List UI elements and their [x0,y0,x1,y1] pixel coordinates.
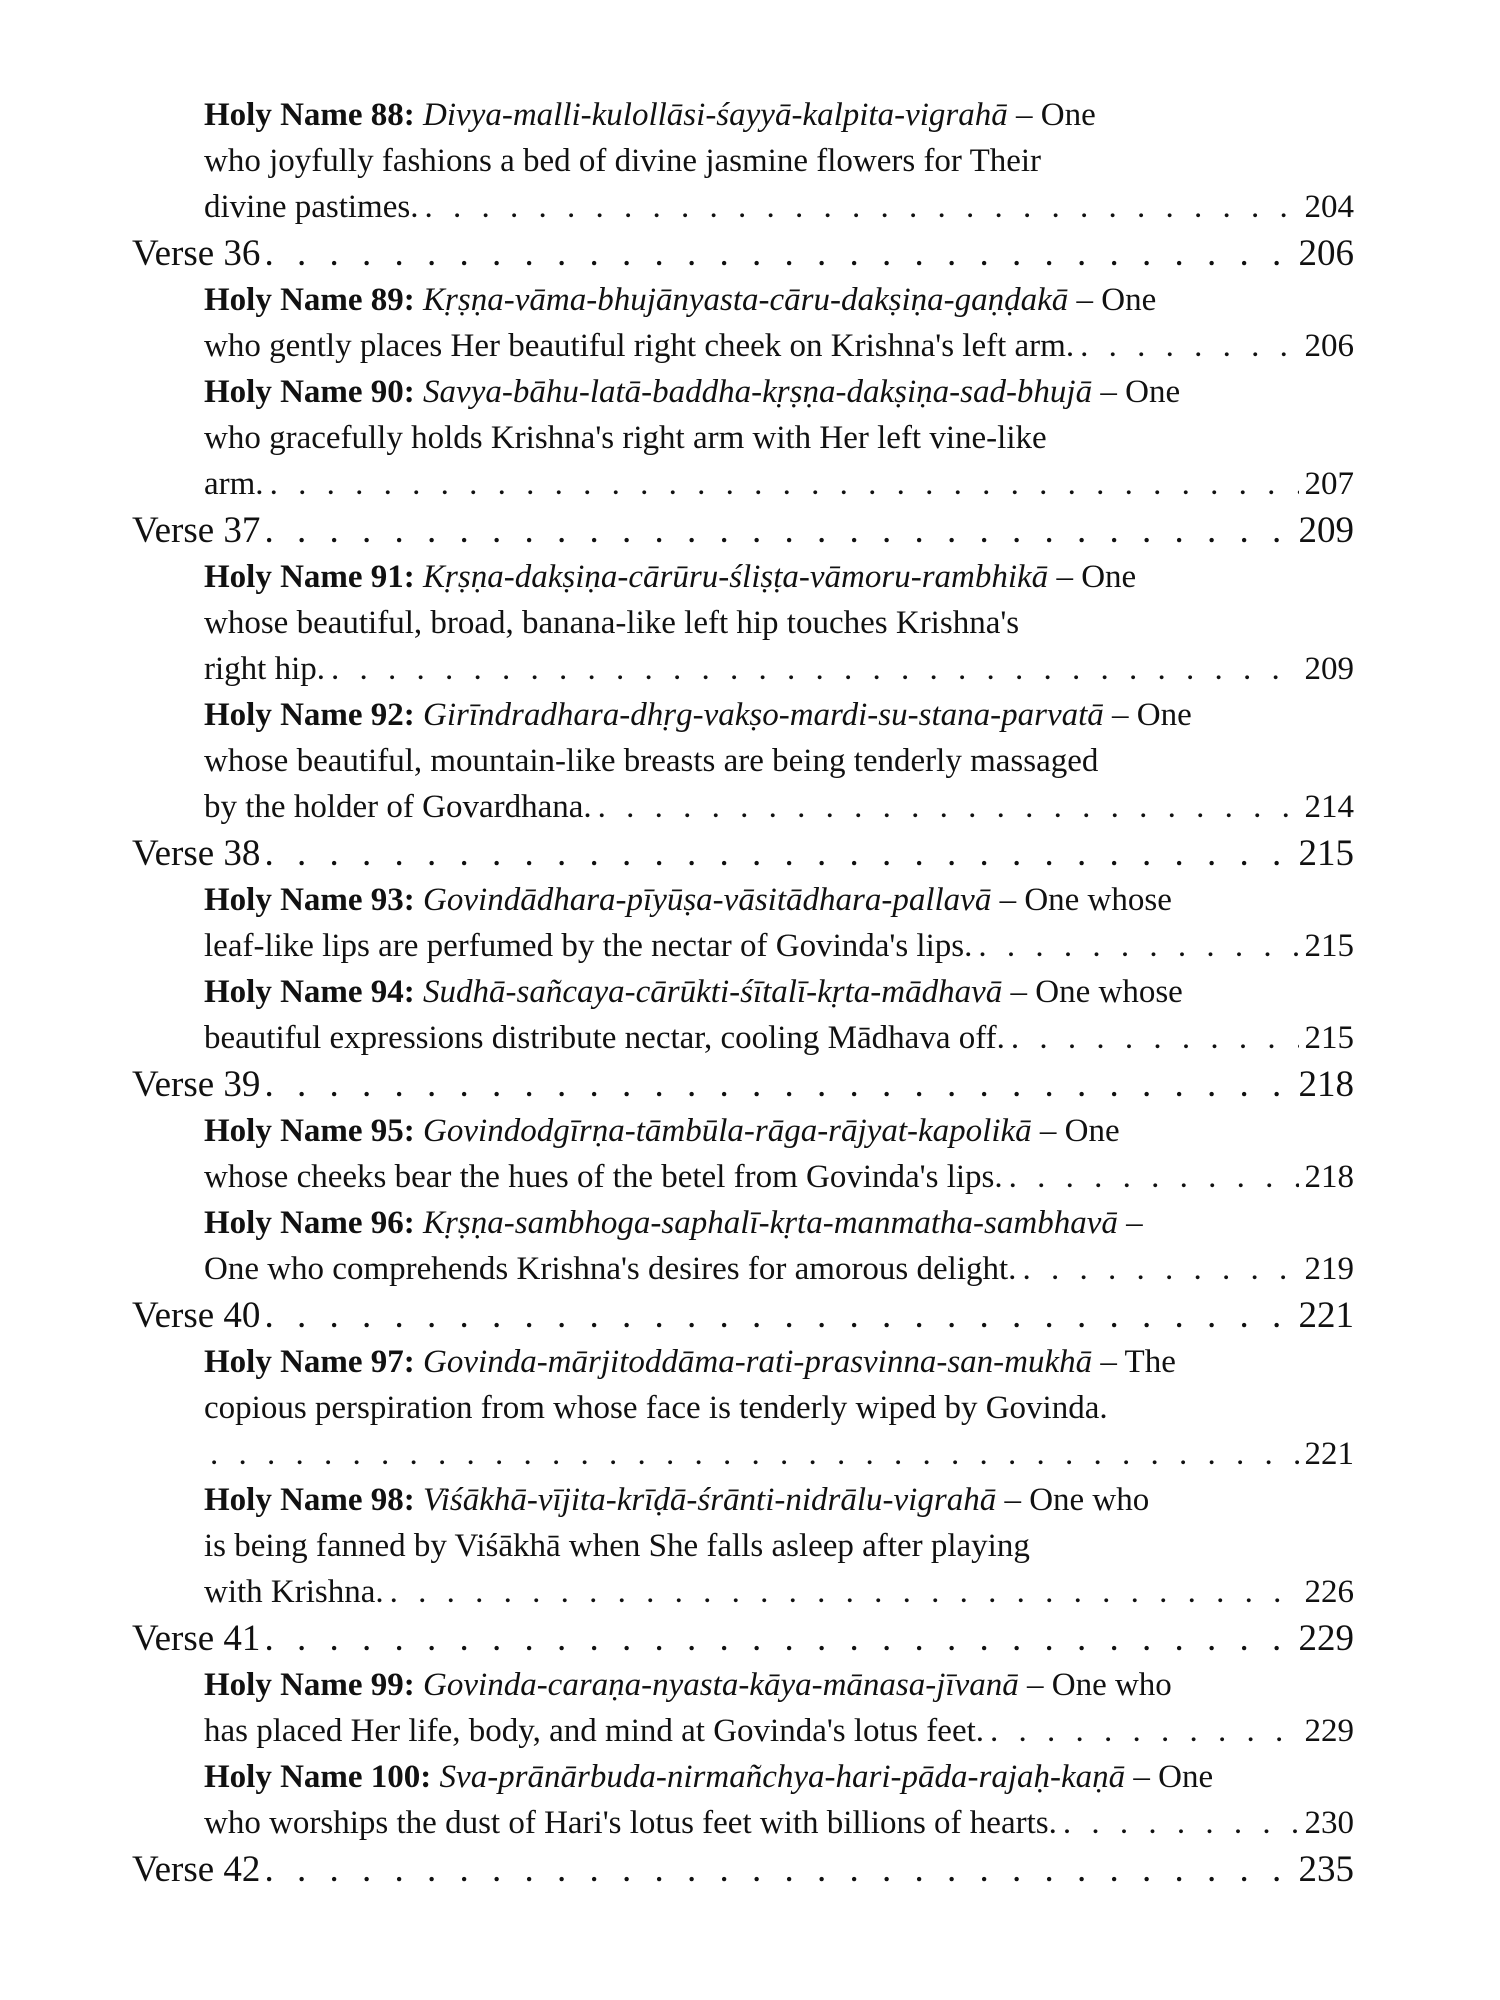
entry-heading-line [204,1754,1354,1800]
dot-leader [270,461,1299,507]
entry-dash: – One [1007,97,1096,133]
page-number: 206 [1298,233,1354,274]
entry-dash: – One [1092,374,1181,410]
verse-label: Verse 40 [132,1295,261,1336]
entry-description-end: whose cheeks bear the hues of the betel from Govinda's lips. [204,1159,1003,1195]
sanskrit-name: Girīndradhara-dhṛg-vakṣo-mardi-su-stana-parvatā [423,697,1104,733]
dot-leader [424,184,1298,230]
page-number: 230 [1304,1805,1354,1841]
entry-final-line [204,461,1354,507]
toc-holy-name-entry[interactable] [204,1339,1354,1477]
sanskrit-name: Govinda-caraṇa-nyasta-kāya-mānasa-jīvanā [423,1667,1019,1703]
entry-final-line [204,1800,1354,1846]
sanskrit-name: Viśākhā-vījita-krīḍā-śrānti-nidrālu-vigrahā [423,1482,997,1518]
page-number: 229 [1304,1713,1354,1749]
toc-holy-name-entry[interactable] [204,877,1354,969]
entry-heading-line [204,1662,1354,1708]
page-number: 209 [1298,510,1354,551]
entry-heading-line [204,1108,1354,1154]
table-of-contents [132,92,1354,1893]
page-number: 226 [1304,1574,1354,1610]
verse-label: Verse 42 [132,1849,261,1890]
toc-holy-name-entry[interactable] [204,1754,1354,1846]
page-number: 229 [1298,1618,1354,1659]
entry-description-end: beautiful expressions distribute nectar, cooling Mādhava off. [204,1020,1005,1056]
page-number: 221 [1298,1295,1354,1336]
dot-leader [264,830,1290,877]
entry-heading-line [204,1339,1354,1385]
entry-dash: – One [1125,1759,1214,1795]
entry-description-end: who gently places Her beautiful right cheek on Krishna's left arm. [204,328,1075,364]
sanskrit-name: Kṛṣṇa-vāma-bhujānyasta-cāru-dakṣiṇa-gaṇḍakā [423,282,1069,318]
toc-holy-name-entry[interactable] [204,277,1354,369]
holy-name-number: Holy Name 96: [204,1205,415,1241]
dot-leader [264,1846,1290,1893]
holy-name-number: Holy Name 100: [204,1759,432,1795]
entry-dash: – The [1092,1344,1176,1380]
entry-heading-line [204,1477,1354,1523]
toc-verse-row[interactable] [132,507,1354,554]
toc-holy-name-entry[interactable] [204,1662,1354,1754]
dot-leader [390,1569,1299,1615]
entry-final-line [204,323,1354,369]
page-number: 215 [1298,833,1354,874]
verse-label: Verse 38 [132,833,261,874]
entry-final-line [204,646,1354,692]
entry-description-end: right hip. [204,651,325,687]
dot-leader [264,507,1290,554]
dot-leader [1080,323,1298,369]
dot-leader [264,1061,1290,1108]
page-number: 214 [1304,789,1354,825]
entry-description-end: with Krishna. [204,1574,384,1610]
toc-holy-name-entry[interactable] [204,369,1354,507]
page-number: 218 [1304,1159,1354,1195]
sanskrit-name: Govinda-mārjitoddāma-rati-prasvinna-san-mukhā [423,1344,1093,1380]
entry-final-line [204,1708,1354,1754]
sanskrit-name: Kṛṣṇa-sambhoga-saphalī-kṛta-manmatha-sambhavā [423,1205,1118,1241]
entry-description-line: who gracefully holds Krishna's right arm with Her left vine-like [204,420,1047,456]
toc-verse-row[interactable] [132,1615,1354,1662]
page-number: 206 [1304,328,1354,364]
dot-leader [264,1292,1290,1339]
toc-verse-row[interactable] [132,230,1354,277]
page-number: 215 [1304,928,1354,964]
toc-holy-name-entry[interactable] [204,969,1354,1061]
holy-name-number: Holy Name 97: [204,1344,415,1380]
page-number: 204 [1304,189,1354,225]
verse-label: Verse 39 [132,1064,261,1105]
entry-description-end: arm. [204,466,264,502]
holy-name-number: Holy Name 98: [204,1482,415,1518]
sanskrit-name: Sudhā-sañcaya-cārūkti-śītalī-kṛta-mādhavā [423,974,1003,1010]
entry-heading-line [204,1200,1354,1246]
dot-leader [1022,1246,1298,1292]
entry-description-line: is being fanned by Viśākhā when She falls asleep after playing [204,1528,1030,1564]
page-number: 215 [1304,1020,1354,1056]
entry-heading-line [204,554,1354,600]
holy-name-number: Holy Name 99: [204,1667,415,1703]
toc-verse-row[interactable] [132,1846,1354,1893]
entry-dash: – One whose [991,882,1172,918]
toc-holy-name-entry[interactable] [204,1200,1354,1292]
dot-leader [264,230,1290,277]
entry-heading-line [204,277,1354,323]
holy-name-number: Holy Name 94: [204,974,415,1010]
sanskrit-name: Kṛṣṇa-dakṣiṇa-cārūru-śliṣṭa-vāmoru-rambhikā [423,559,1049,595]
dot-leader [264,1615,1290,1662]
toc-holy-name-entry[interactable] [204,692,1354,830]
entry-description-end: One who comprehends Krishna's desires for amorous delight. [204,1251,1017,1287]
dot-leader [1011,1015,1299,1061]
entry-heading-line [204,369,1354,415]
toc-verse-row[interactable] [132,1292,1354,1339]
entry-description-end: has placed Her life, body, and mind at Govinda's lotus feet. [204,1713,985,1749]
entry-description-line: copious perspiration from whose face is tenderly wiped by Govinda. [204,1390,1108,1426]
dot-leader [598,784,1299,830]
toc-holy-name-entry[interactable] [204,1477,1354,1615]
holy-name-number: Holy Name 93: [204,882,415,918]
sanskrit-name: Govindādhara-pīyūṣa-vāsitādhara-pallavā [423,882,992,918]
entry-heading-line [204,969,1354,1015]
dot-leader [331,646,1299,692]
page-number: 209 [1304,651,1354,687]
entry-dash: – One [1048,559,1137,595]
entry-dash: – One [1068,282,1157,318]
page-number: 221 [1304,1436,1354,1472]
holy-name-number: Holy Name 92: [204,697,415,733]
page-number: 218 [1298,1064,1354,1105]
entry-dash: – One whose [1002,974,1183,1010]
entry-dash: – [1117,1205,1143,1241]
dot-leader [990,1708,1298,1754]
entry-final-line [204,1569,1354,1615]
holy-name-number: Holy Name 95: [204,1113,415,1149]
entry-final-line [204,1154,1354,1200]
entry-dash: – One who [996,1482,1150,1518]
dot-leader [1063,1800,1299,1846]
entry-description-end: leaf-like lips are perfumed by the nectar of Govinda's lips. [204,928,973,964]
entry-description-end: divine pastimes. [204,189,419,225]
page-number: 219 [1304,1251,1354,1287]
entry-final-line [204,1246,1354,1292]
toc-holy-name-entry[interactable] [204,92,1354,230]
verse-label: Verse 41 [132,1618,261,1659]
toc-verse-row[interactable] [132,830,1354,877]
entry-description-line: who joyfully fashions a bed of divine jasmine flowers for Their [204,143,1042,179]
toc-holy-name-entry[interactable] [204,554,1354,692]
page-number: 207 [1304,466,1354,502]
entry-final-line [204,1015,1354,1061]
holy-name-number: Holy Name 88: [204,97,415,133]
entry-final-line [204,184,1354,230]
entry-heading-line [204,877,1354,923]
entry-final-line [204,784,1354,830]
entry-dash: – One who [1018,1667,1172,1703]
entry-description-end: who worships the dust of Hari's lotus feet with billions of hearts. [204,1805,1057,1841]
entry-final-line [204,1431,1354,1477]
dot-leader [210,1431,1299,1477]
verse-label: Verse 37 [132,510,261,551]
sanskrit-name: Savya-bāhu-latā-baddha-kṛṣṇa-dakṣiṇa-sad-bhujā [423,374,1093,410]
dot-leader [978,923,1298,969]
entry-dash: – One [1103,697,1192,733]
dot-leader [1009,1154,1299,1200]
holy-name-number: Holy Name 91: [204,559,415,595]
holy-name-number: Holy Name 90: [204,374,415,410]
sanskrit-name: Divya-malli-kulollāsi-śayyā-kalpita-vigrahā [423,97,1008,133]
page-number: 235 [1298,1849,1354,1890]
entry-description-end: by the holder of Govardhana. [204,789,592,825]
verse-label: Verse 36 [132,233,261,274]
entry-heading-line [204,92,1354,138]
entry-description-line: whose beautiful, mountain-like breasts are being tenderly massaged [204,743,1099,779]
entry-final-line [204,923,1354,969]
holy-name-number: Holy Name 89: [204,282,415,318]
entry-description-line: whose beautiful, broad, banana-like left hip touches Krishna's [204,605,1020,641]
toc-verse-row[interactable] [132,1061,1354,1108]
sanskrit-name: Govindodgīrṇa-tāmbūla-rāga-rājyat-kapolikā [423,1113,1032,1149]
entry-dash: – One [1031,1113,1120,1149]
toc-holy-name-entry[interactable] [204,1108,1354,1200]
entry-heading-line [204,692,1354,738]
sanskrit-name: Sva-prānārbuda-nirmañchya-hari-pāda-rajaḥ-kaṇā [439,1759,1126,1795]
